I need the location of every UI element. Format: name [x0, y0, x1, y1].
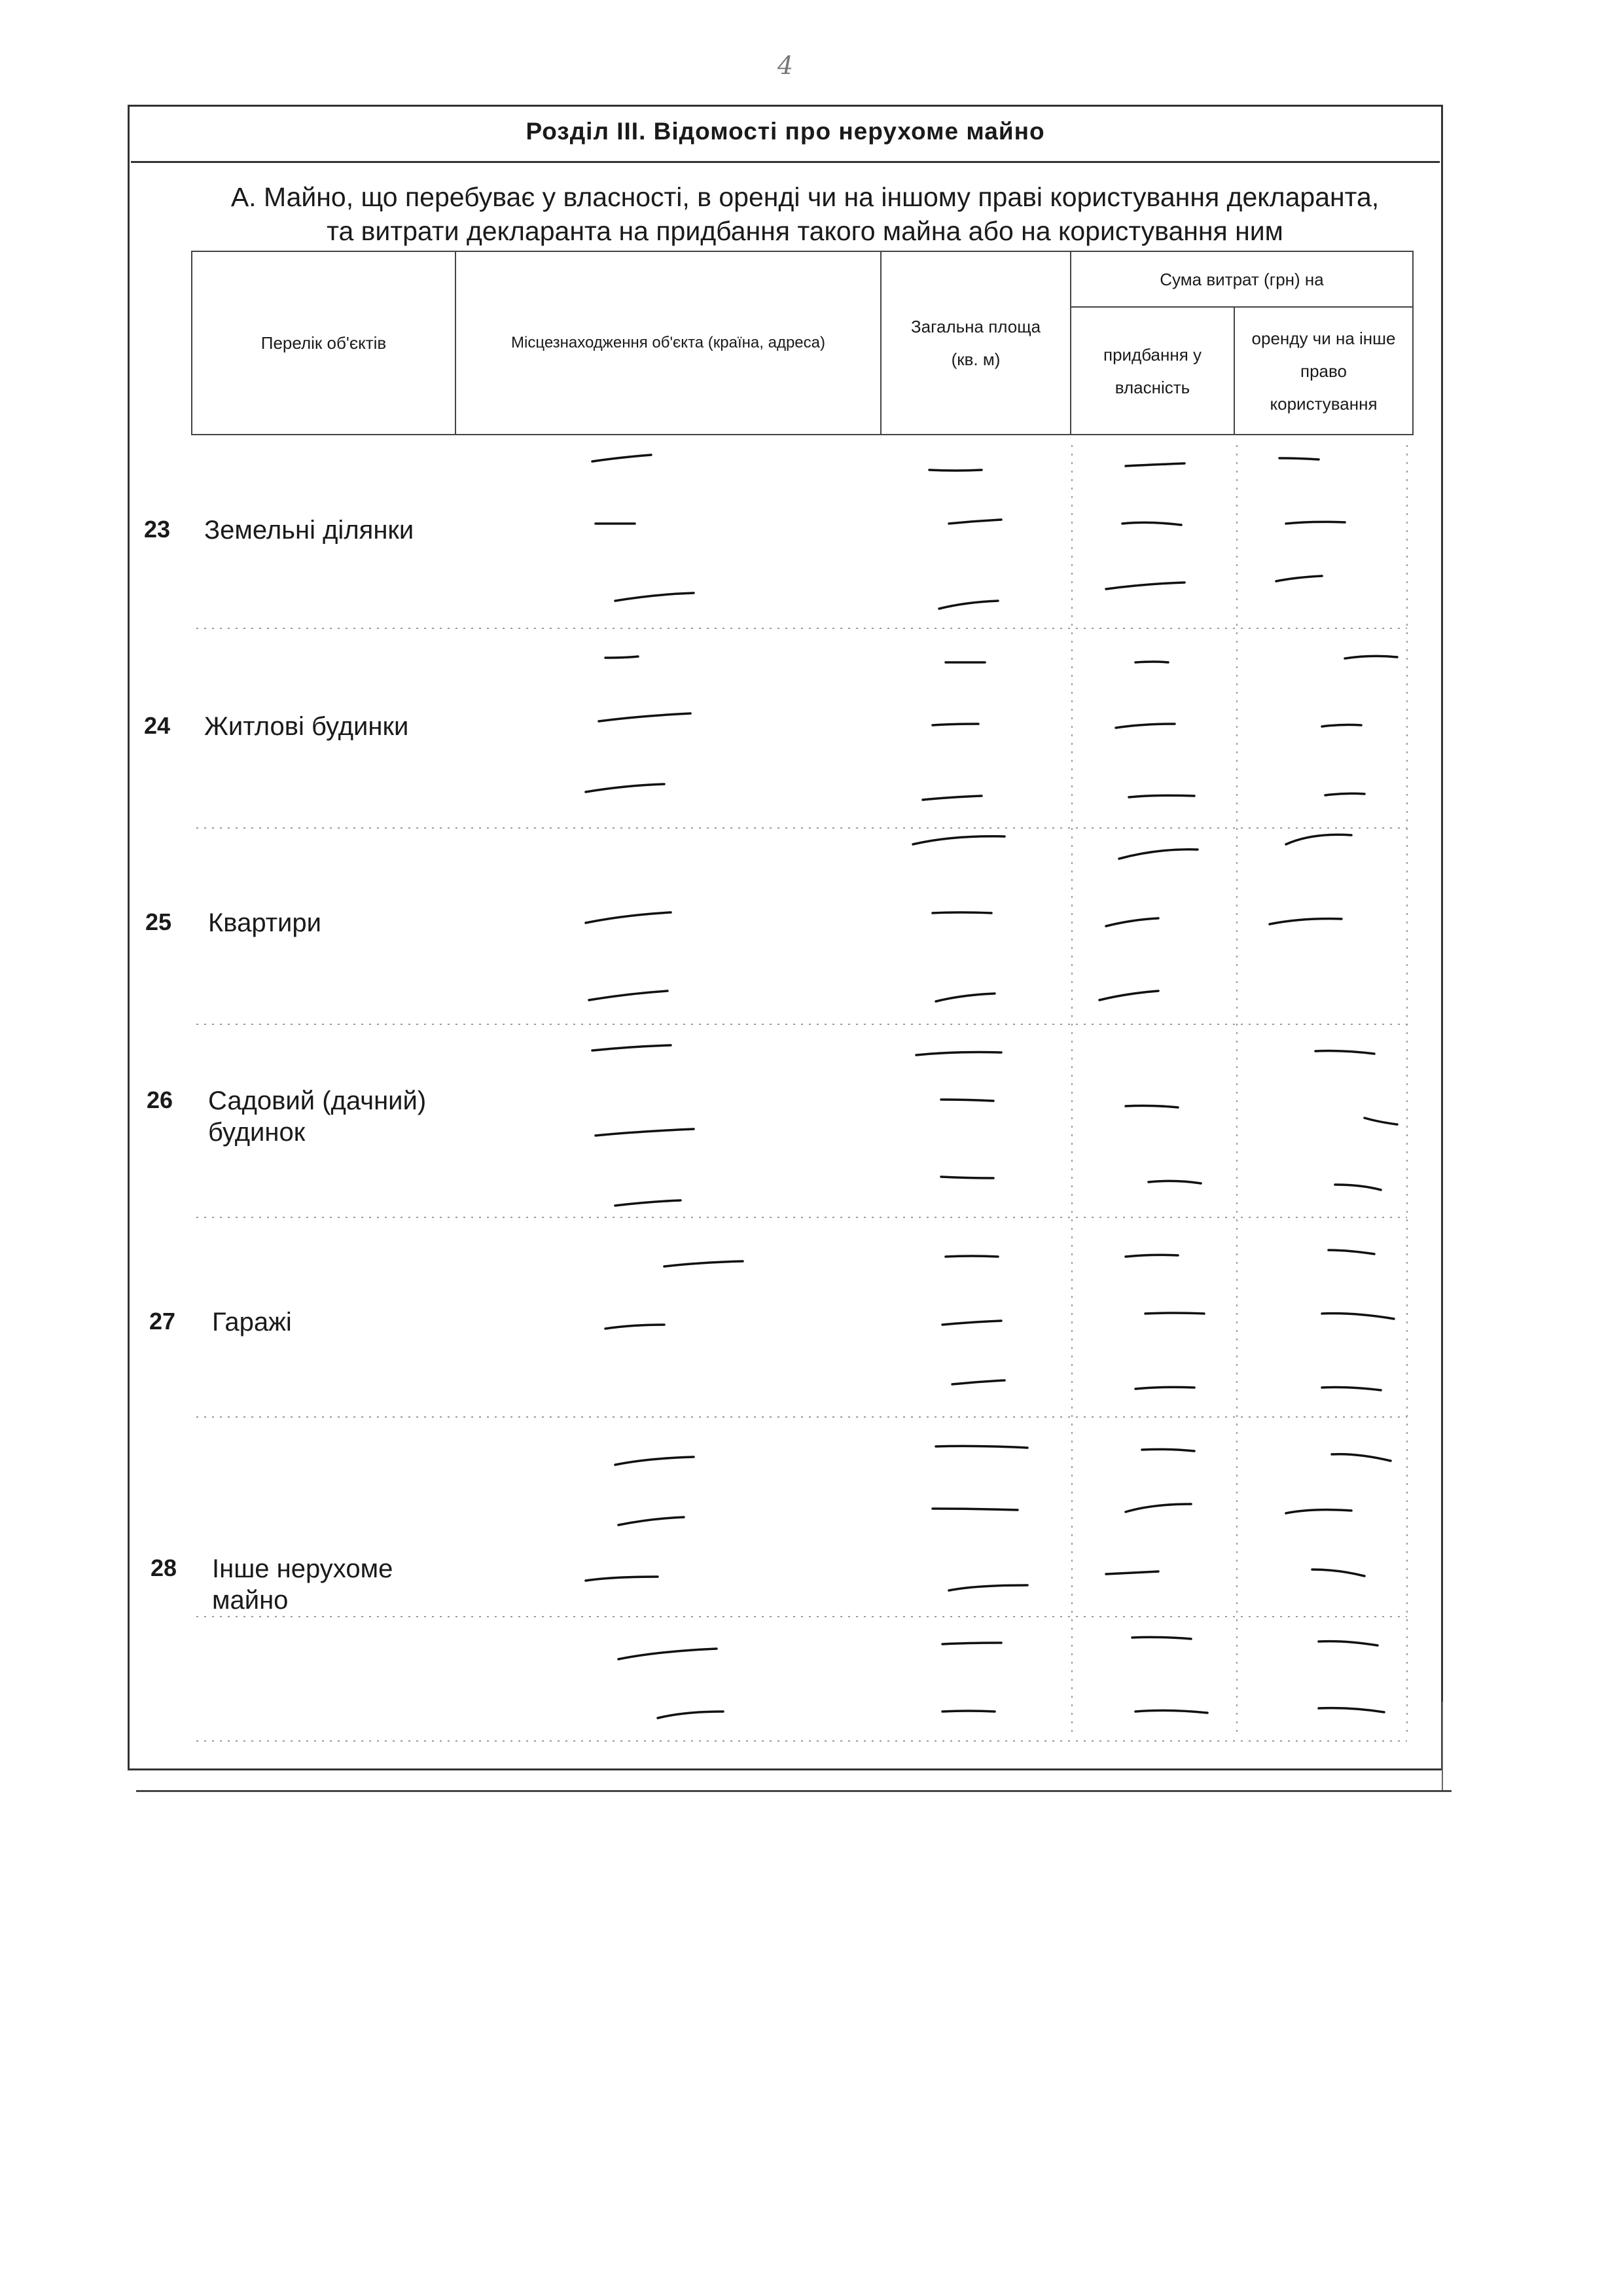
row-number-28: 28	[151, 1554, 177, 1581]
row-number-26: 26	[147, 1086, 173, 1113]
row-label-garden-house: Садовий (дачний) будинок	[208, 1086, 427, 1147]
dotted-grid-lines	[196, 445, 1407, 1741]
row-label-land: Земельні ділянки	[204, 516, 414, 545]
row-label-garages: Гаражі	[212, 1308, 292, 1336]
subtitle-line-1: А. Майно, що перебуває у власності, в оренді чи на іншому праві користування декларанта,	[230, 182, 1380, 212]
page-number: 4	[777, 51, 794, 80]
row-number-23: 23	[144, 516, 171, 543]
header-expenses: Сума витрат (грн) на	[1071, 251, 1413, 307]
row-number-24: 24	[144, 712, 171, 739]
header-purchase: придбання у власність	[1071, 307, 1234, 435]
header-area: Загальна площа (кв. м)	[881, 251, 1071, 435]
header-rent: оренду чи на інше право користування	[1234, 307, 1413, 435]
row-number-25: 25	[145, 908, 172, 935]
row-number-27: 27	[149, 1308, 176, 1335]
row-label-other-property: Інше нерухоме майно	[212, 1554, 393, 1615]
section-title: Розділ III. Відомості про нерухоме майно	[526, 118, 1045, 145]
header-objects: Перелік об'єктів	[192, 251, 455, 435]
row-label-houses: Житлові будинки	[204, 712, 409, 741]
dash-marks	[586, 455, 1397, 1718]
subtitle-line-2: та витрати декларанта на придбання такого майна або на користування ним	[327, 216, 1283, 246]
row-label-apartments: Квартири	[208, 908, 321, 937]
header-location: Місцезнаходження об'єкта (країна, адреса)	[455, 251, 881, 435]
